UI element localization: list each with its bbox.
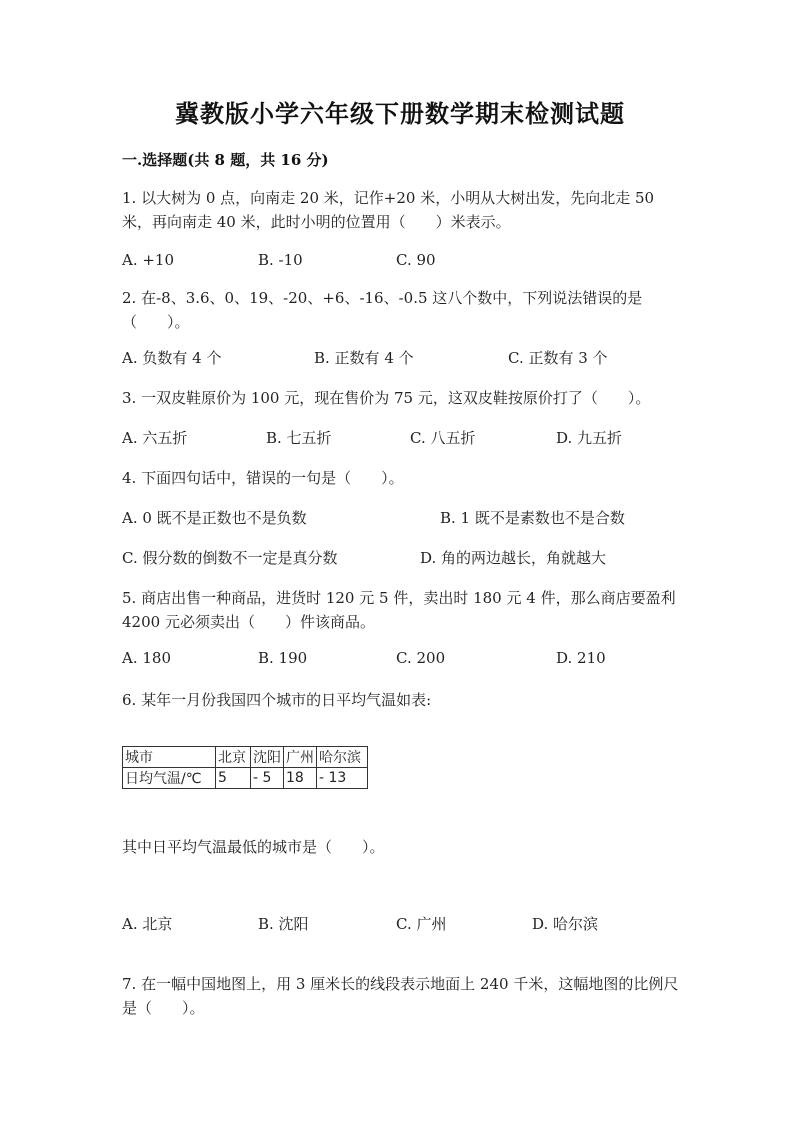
table-header-cell: 城市 (123, 747, 216, 768)
question-5-option-b[interactable]: B. 190 (258, 649, 308, 667)
question-3-option-a[interactable]: A. 六五折 (122, 429, 188, 447)
question-7-stem: 7. 在一幅中国地图上，用 3 厘米长的线段表示地面上 240 千米，这幅地图的比例尺是（ ）。 (122, 975, 679, 1017)
question-4-option-a[interactable]: A. 0 既不是正数也不是负数 (122, 509, 307, 527)
section-heading: 一.选择题(共 8 题，共 16 分) (122, 151, 329, 169)
question-2-option-c[interactable]: C. 正数有 3 个 (508, 349, 608, 367)
question-4-option-b[interactable]: B. 1 既不是素数也不是合数 (440, 509, 625, 527)
question-6-option-b[interactable]: B. 沈阳 (258, 915, 309, 933)
question-6-option-a[interactable]: A. 北京 (122, 915, 173, 933)
question-4-option-c[interactable]: C. 假分数的倒数不一定是真分数 (122, 549, 338, 567)
question-6-option-c[interactable]: C. 广州 (396, 915, 447, 933)
question-5-option-c[interactable]: C. 200 (396, 649, 446, 667)
table-row (123, 768, 368, 789)
question-4-option-d[interactable]: D. 角的两边越长，角就越大 (420, 549, 607, 567)
question-1-option-b[interactable]: B. -10 (258, 251, 303, 269)
question-1-stem: 1. 以大树为 0 点，向南走 20 米，记作+20 米，小明从大树出发，先向北走 50 米，再向南走 40 米，此时小明的位置用（ ）米表示。 (122, 189, 655, 231)
table-header-cell: 沈阳 (251, 747, 284, 768)
question-2-option-a[interactable]: A. 负数有 4 个 (122, 349, 222, 367)
table-cell: 5 (216, 768, 251, 789)
table-cell: - 5 (251, 768, 284, 789)
question-5-option-a[interactable]: A. 180 (122, 649, 171, 667)
table-cell: - 13 (317, 768, 368, 789)
question-4-stem: 4. 下面四句话中，错误的一句是（ ）。 (122, 469, 404, 487)
table-cell: 18 (284, 768, 317, 789)
question-5-stem: 5. 商店出售一种商品，进货时 120 元 5 件，卖出时 180 元 4 件，那么商店要盈利 4200 元必须卖出（ ）件该商品。 (122, 589, 676, 631)
table-header-cell: 广州 (284, 747, 317, 768)
question-3-option-c[interactable]: C. 八五折 (410, 429, 476, 447)
question-2-option-b[interactable]: B. 正数有 4 个 (314, 349, 414, 367)
question-3-option-d[interactable]: D. 九五折 (556, 429, 623, 447)
question-1-option-a[interactable]: A. +10 (122, 251, 175, 269)
question-6-option-d[interactable]: D. 哈尔滨 (532, 915, 599, 933)
exam-title: 冀教版小学六年级下册数学期末检测试题 (175, 99, 625, 128)
question-1-option-c[interactable]: C. 90 (396, 251, 436, 269)
question-3-option-b[interactable]: B. 七五折 (266, 429, 332, 447)
table-header-cell: 北京 (216, 747, 251, 768)
question-5-option-d[interactable]: D. 210 (556, 649, 606, 667)
question-3-stem: 3. 一双皮鞋原价为 100 元，现在售价为 75 元，这双皮鞋按原价打了（ ）。 (122, 389, 651, 407)
temperature-table (122, 746, 368, 789)
question-6-stem: 6. 某年一月份我国四个城市的日平均气温如表: (122, 691, 432, 709)
question-6-follow-up: 其中日平均气温最低的城市是（ ）。 (122, 838, 385, 856)
table-cell: 日均气温/℃ (123, 768, 216, 789)
question-2-stem: 2. 在-8、3.6、0、19、-20、+6、-16、-0.5 这八个数中，下列说法错误的是（ ）。 (122, 289, 643, 331)
table-row (123, 747, 368, 768)
table-header-cell: 哈尔滨 (317, 747, 368, 768)
